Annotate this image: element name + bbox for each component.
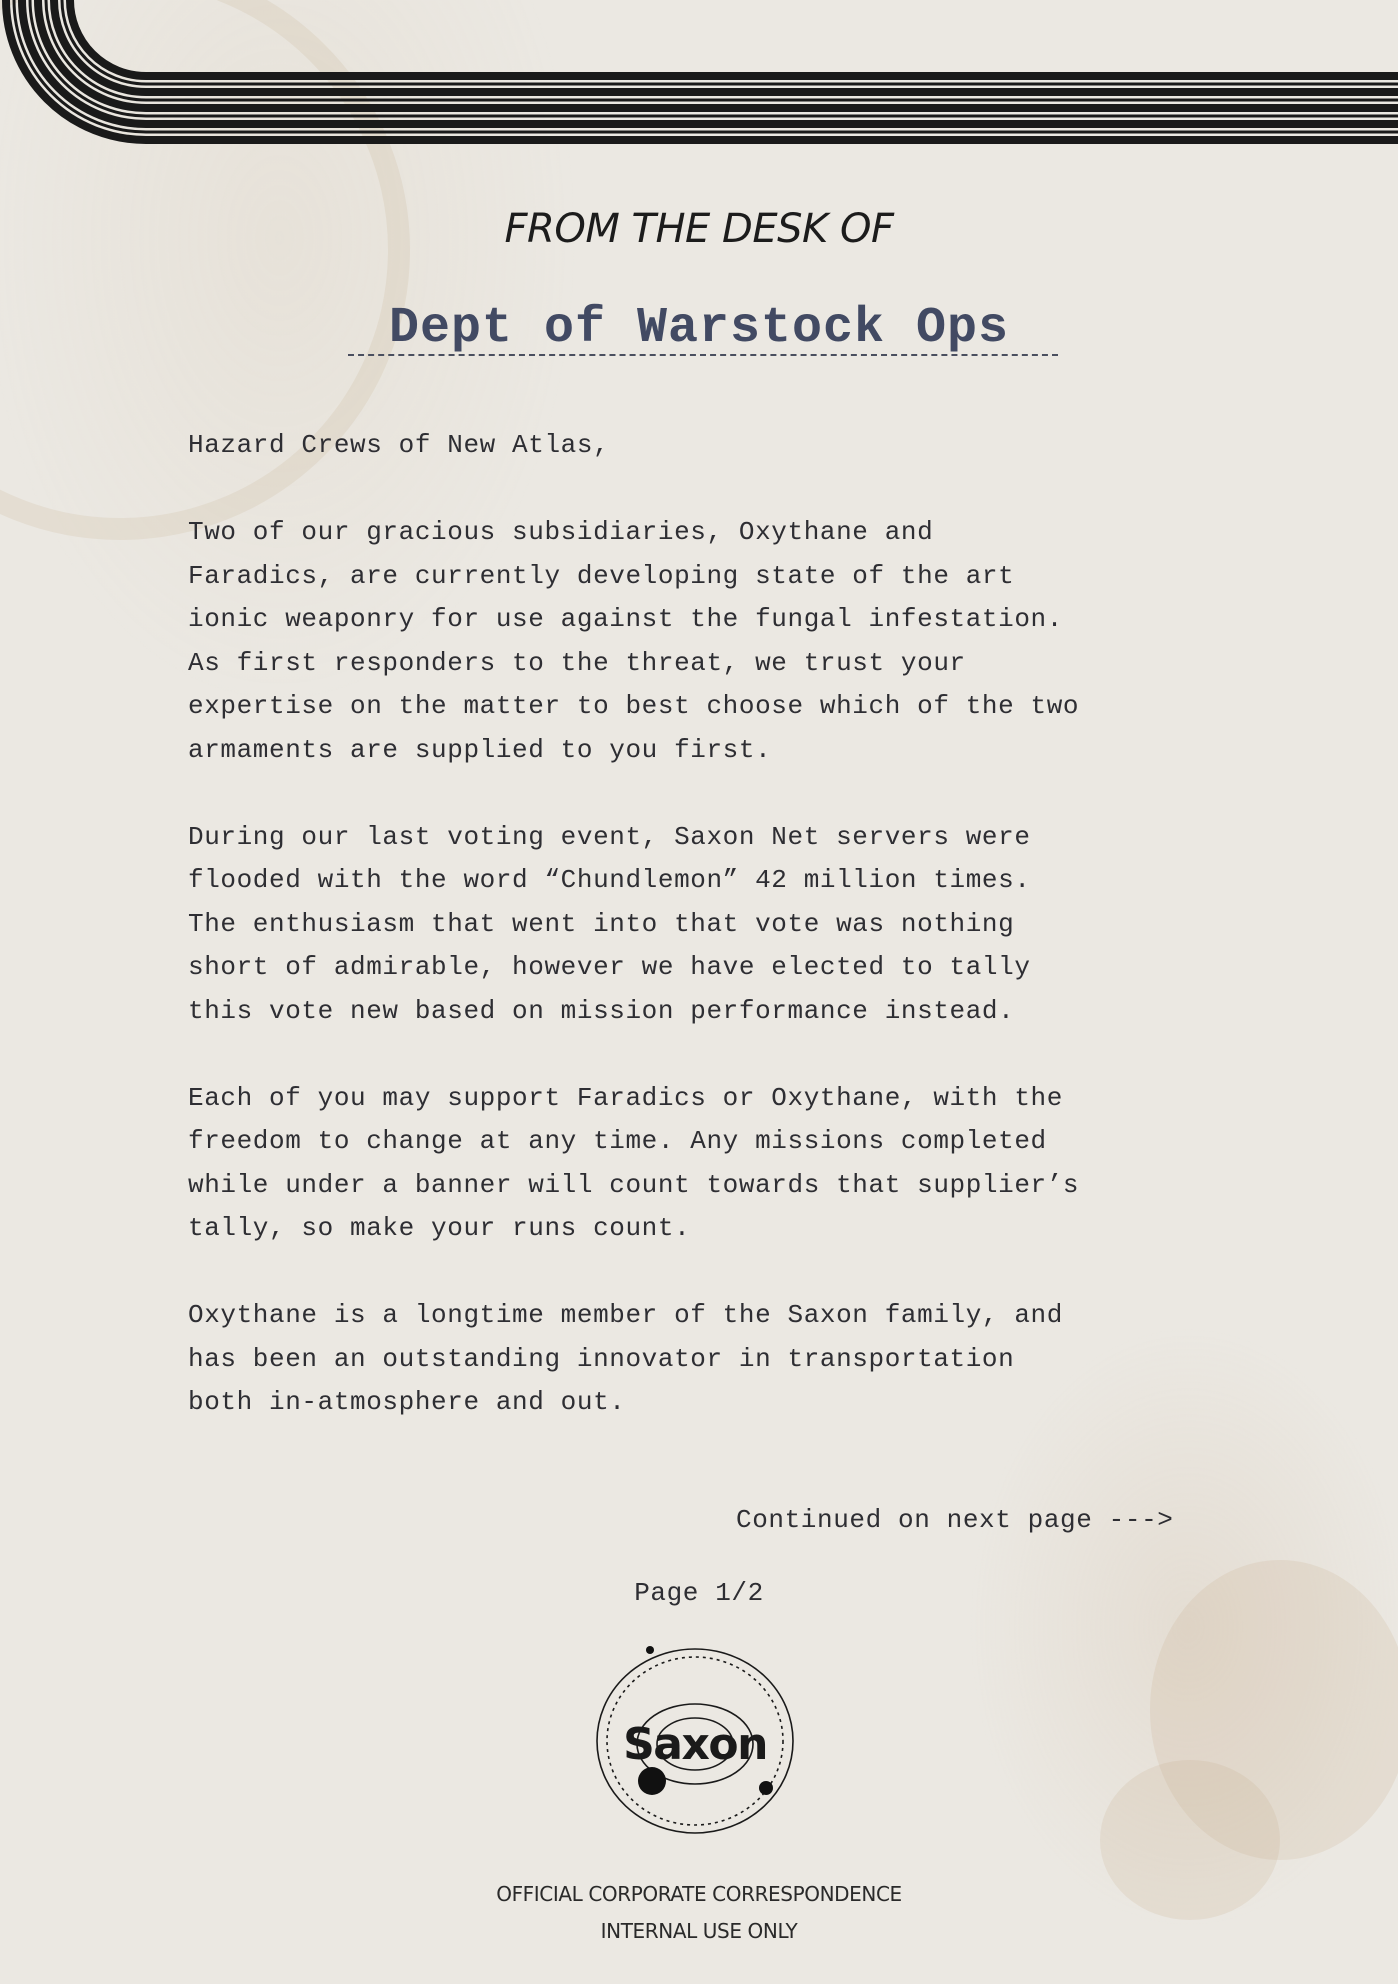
letter-paragraph: Each of you may support Faradics or Oxythane, with the freedom to change at any time. Any missions completed while under a banner will count towards that supplier’s tally, so make your runs count. [188, 1082, 1080, 1243]
footer-line-internal: INTERNAL USE ONLY [600, 1919, 798, 1943]
from-the-desk-label: FROM THE DESK OF [504, 206, 894, 252]
department-title: Dept of Warstock Ops [388, 300, 1010, 357]
title-dashed-underline [348, 354, 1058, 356]
footer [0, 1876, 1398, 1950]
page-number: Page 1/2 [634, 1578, 764, 1608]
letter-body [188, 424, 1248, 1468]
header-stripes-decoration [0, 0, 1398, 160]
letter-paragraph: Oxythane is a longtime member of the Saxon family, and has been an outstanding innovator in transportation both in-atmosphere and out. [188, 1300, 1063, 1417]
footer-line-official: OFFICIAL CORPORATE CORRESPONDENCE [496, 1882, 902, 1906]
letter-greeting: Hazard Crews of New Atlas, [188, 430, 610, 460]
continued-note: Continued on next page ---> [736, 1505, 1174, 1535]
letter-paragraph: Two of our gracious subsidiaries, Oxythane and Faradics, are currently developing state of the art ionic weaponry for use against the fungal infestation. As first responders to the threat, we trust your expertise on the matter to best choose which of the two armaments are supplied to you first. [188, 517, 1080, 765]
saxon-logo [590, 1636, 800, 1846]
letter-paragraph: During our last voting event, Saxon Net servers were flooded with the word “Chundlemon” 42 million times. The enthusiasm that went into that vote was nothing short of admirable, however we have elected to tally this vote new based on mission performance instead. [188, 821, 1031, 1026]
logo-wordmark: Saxon [623, 1719, 767, 1770]
